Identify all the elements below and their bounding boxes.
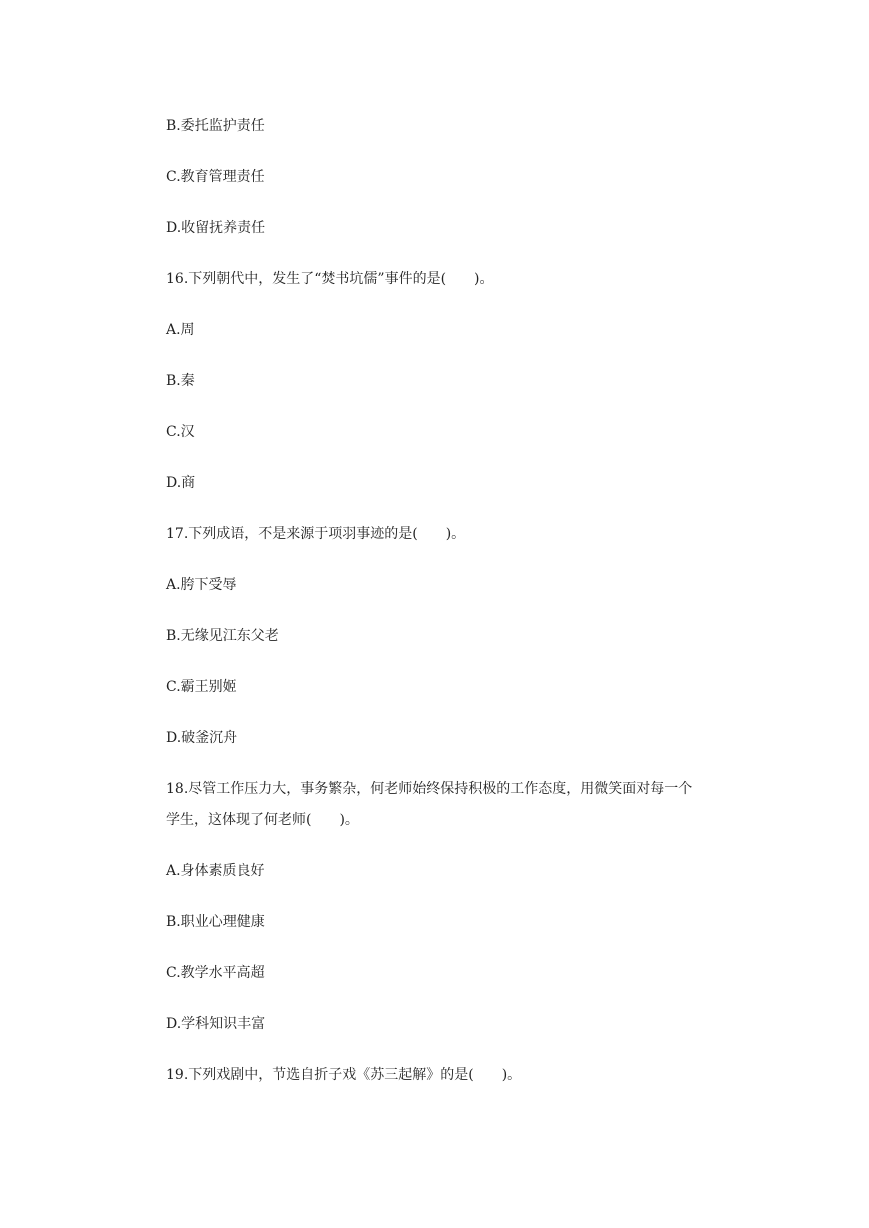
option-text: C.汉 [166, 424, 195, 440]
question-16: 16.下列朝代中，发生了“焚书坑儒”事件的是( )。 [166, 271, 494, 287]
question-19: 19.下列戏剧中，节选自折子戏《苏三起解》的是( )。 [166, 1067, 522, 1083]
option-text: B.无缘见江东父老 [166, 628, 279, 644]
option-text: D.商 [166, 475, 196, 491]
option-text: A.身体素质良好 [166, 863, 265, 879]
option-text: C.霸王别姬 [166, 679, 237, 695]
option-text: D.收留抚养责任 [166, 220, 266, 236]
question-17: 17.下列成语，不是来源于项羽事迹的是( )。 [166, 526, 466, 542]
option-text: A.胯下受辱 [166, 577, 237, 593]
option-text: A.周 [166, 322, 195, 338]
option-text: B.秦 [166, 373, 195, 389]
question-18-continuation: 学生，这体现了何老师( )。 [166, 812, 359, 828]
option-text: C.教学水平高超 [166, 965, 265, 981]
option-text: C.教育管理责任 [166, 169, 265, 185]
option-text: B.职业心理健康 [166, 914, 265, 930]
option-text: D.学科知识丰富 [166, 1016, 266, 1032]
option-text: B.委托监护责任 [166, 118, 265, 134]
option-text: D.破釜沉舟 [166, 730, 238, 746]
question-18: 18.尽管工作压力大，事务繁杂，何老师始终保持积极的工作态度，用微笑面对每一个 [166, 781, 693, 797]
